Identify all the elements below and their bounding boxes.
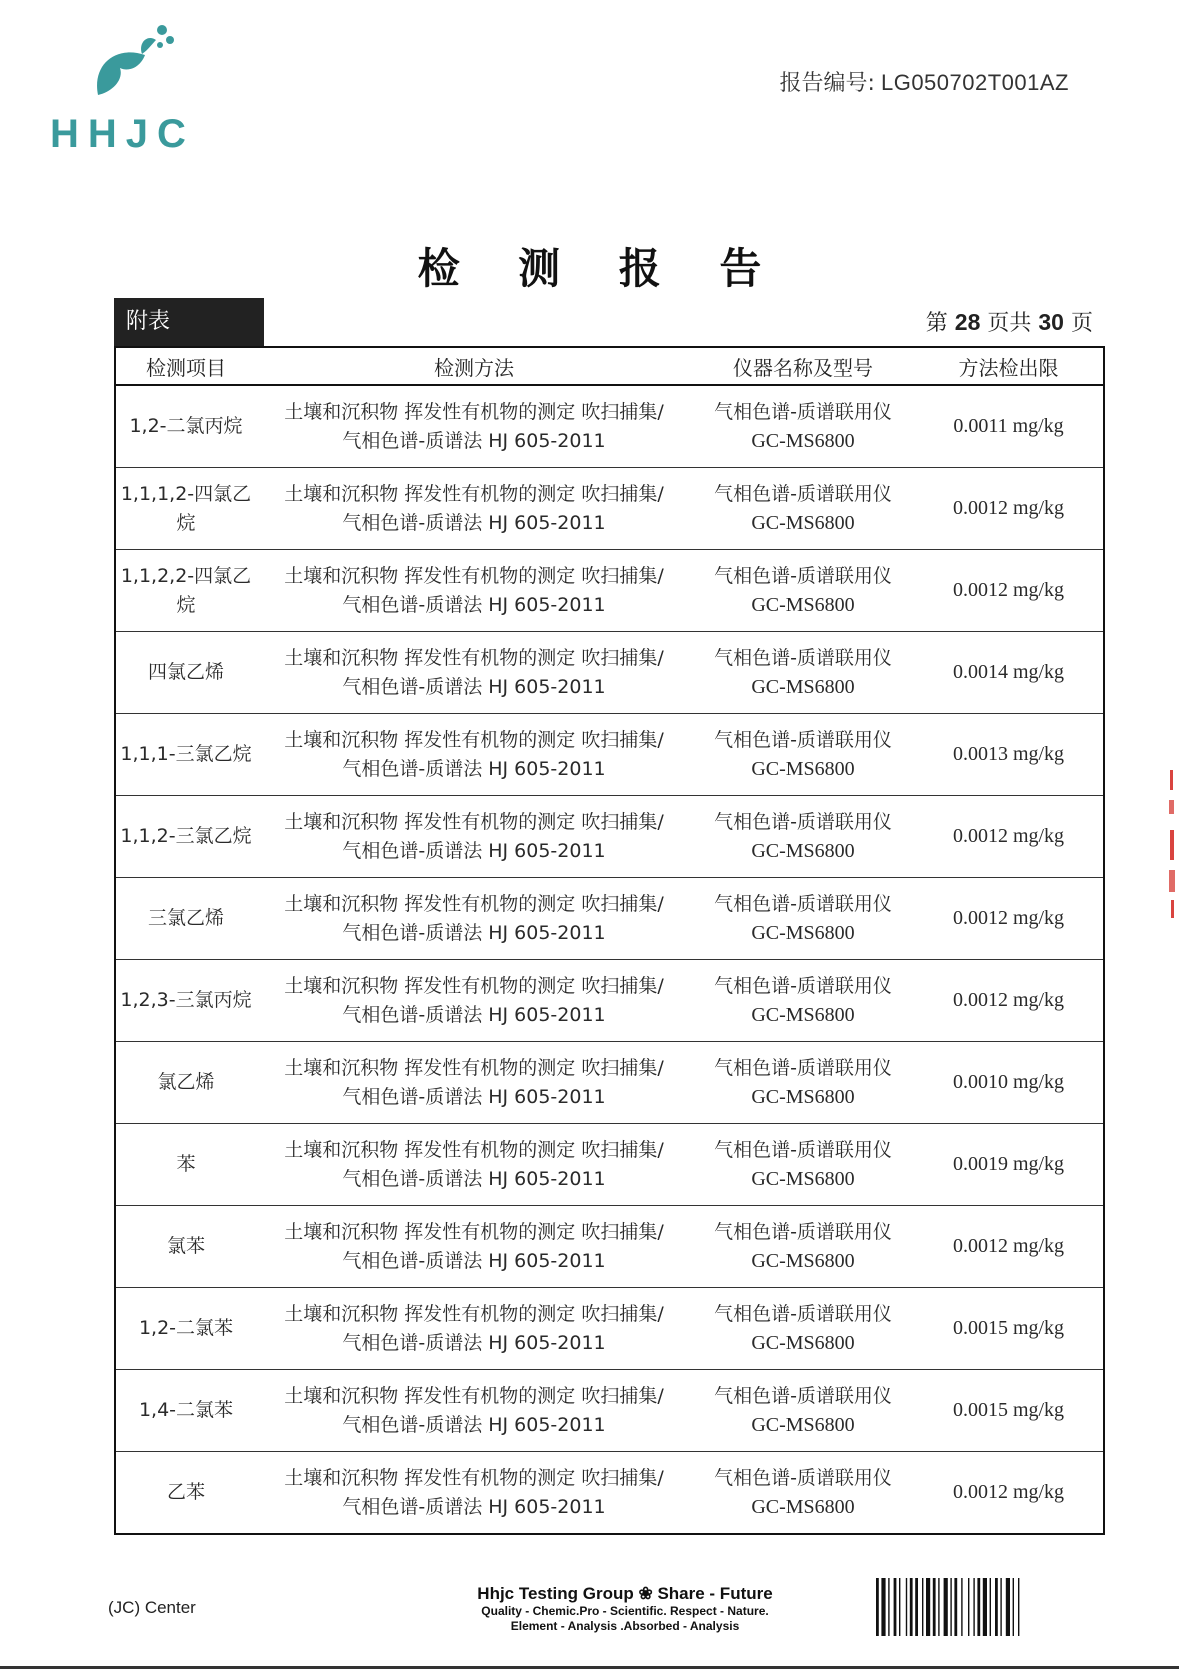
instrument-line-2: GC-MS6800	[751, 1003, 855, 1026]
method-line-1: 土壤和沉积物 挥发性有机物的测定 吹扫捕集/	[284, 1384, 664, 1407]
table-row	[116, 1042, 1103, 1124]
instrument-line-1: 气相色谱-质谱联用仪	[714, 974, 892, 997]
cell-method	[256, 796, 692, 878]
table-row	[116, 1452, 1103, 1534]
table-row	[116, 1370, 1103, 1452]
cell-instrument	[692, 1288, 914, 1370]
instrument-line-2: GC-MS6800	[751, 1249, 855, 1272]
method-line-2: 气相色谱-质谱法 HJ 605-2011	[342, 1249, 606, 1272]
method-line-2: 气相色谱-质谱法 HJ 605-2011	[342, 757, 606, 780]
cell-instrument	[692, 796, 914, 878]
cell-method	[256, 1370, 692, 1452]
instrument-line-1: 气相色谱-质谱联用仪	[714, 1220, 892, 1243]
cell-instrument	[692, 1452, 914, 1534]
instrument-line-2: GC-MS6800	[751, 675, 855, 698]
cell-limit: 0.0014 mg/kg	[914, 632, 1103, 714]
header-method: 检测方法	[256, 348, 692, 385]
cell-instrument	[692, 714, 914, 796]
cell-limit: 0.0010 mg/kg	[914, 1042, 1103, 1124]
instrument-line-2: GC-MS6800	[751, 1085, 855, 1108]
method-line-2: 气相色谱-质谱法 HJ 605-2011	[342, 1495, 606, 1518]
instrument-line-1: 气相色谱-质谱联用仪	[714, 892, 892, 915]
method-line-1: 土壤和沉积物 挥发性有机物的测定 吹扫捕集/	[284, 1466, 664, 1489]
cell-item: 1,1,1,2-四氯乙烷	[116, 468, 256, 550]
method-line-1: 土壤和沉积物 挥发性有机物的测定 吹扫捕集/	[284, 646, 664, 669]
cell-item: 1,1,1-三氯乙烷	[116, 714, 256, 796]
instrument-line-2: GC-MS6800	[751, 757, 855, 780]
table-row	[116, 468, 1103, 550]
instrument-line-1: 气相色谱-质谱联用仪	[714, 810, 892, 833]
method-line-2: 气相色谱-质谱法 HJ 605-2011	[342, 1331, 606, 1354]
cell-limit: 0.0012 mg/kg	[914, 960, 1103, 1042]
cell-limit: 0.0015 mg/kg	[914, 1288, 1103, 1370]
cell-limit: 0.0012 mg/kg	[914, 796, 1103, 878]
logo-mark-icon	[90, 20, 180, 110]
cell-method	[256, 878, 692, 960]
method-line-2: 气相色谱-质谱法 HJ 605-2011	[342, 511, 606, 534]
cell-item: 四氯乙烯	[116, 632, 256, 714]
cell-method	[256, 1452, 692, 1534]
page-suffix: 页	[1070, 311, 1093, 336]
cell-method	[256, 714, 692, 796]
instrument-line-1: 气相色谱-质谱联用仪	[714, 564, 892, 587]
instrument-line-1: 气相色谱-质谱联用仪	[714, 1466, 892, 1489]
method-line-2: 气相色谱-质谱法 HJ 605-2011	[342, 921, 606, 944]
cell-method	[256, 1288, 692, 1370]
cell-limit: 0.0012 mg/kg	[952, 1481, 1065, 1503]
cell-limit: 0.0012 mg/kg	[914, 550, 1103, 632]
table-row	[116, 714, 1103, 796]
cell-item: 1,2-二氯苯	[116, 1288, 256, 1370]
table-row	[116, 632, 1103, 714]
footer-center-label: (JC) Center	[108, 1598, 196, 1617]
cell-limit: 0.0012 mg/kg	[914, 1206, 1103, 1288]
cell-item: 乙苯	[166, 1481, 205, 1503]
cell-limit: 0.0011 mg/kg	[914, 385, 1103, 468]
cell-instrument	[692, 385, 914, 468]
method-line-2: 气相色谱-质谱法 HJ 605-2011	[342, 675, 606, 698]
cell-item: 氯乙烯	[116, 1042, 256, 1124]
method-line-2: 气相色谱-质谱法 HJ 605-2011	[342, 1167, 606, 1190]
table-row	[116, 1206, 1103, 1288]
cell-limit: 0.0012 mg/kg	[914, 468, 1103, 550]
method-line-1: 土壤和沉积物 挥发性有机物的测定 吹扫捕集/	[284, 400, 664, 423]
table-row	[116, 385, 1103, 468]
page-indicator	[926, 306, 1093, 337]
page-current: 28	[954, 309, 981, 335]
instrument-line-2: GC-MS6800	[751, 921, 855, 944]
cell-limit: 0.0015 mg/kg	[914, 1370, 1103, 1452]
appendix-label: 附表	[114, 298, 264, 346]
instrument-line-1: 气相色谱-质谱联用仪	[714, 400, 892, 423]
method-line-2: 气相色谱-质谱法 HJ 605-2011	[342, 593, 606, 616]
method-line-1: 土壤和沉积物 挥发性有机物的测定 吹扫捕集/	[284, 728, 664, 751]
instrument-line-1: 气相色谱-质谱联用仪	[714, 1056, 892, 1079]
instrument-line-1: 气相色谱-质谱联用仪	[714, 1302, 892, 1325]
cell-instrument	[692, 468, 914, 550]
page-title: 检 测 报 告	[417, 244, 784, 293]
instrument-line-1: 气相色谱-质谱联用仪	[714, 646, 892, 669]
cell-item: 氯苯	[116, 1206, 256, 1288]
page-middle: 页共	[987, 311, 1032, 336]
method-line-2: 气相色谱-质谱法 HJ 605-2011	[342, 1003, 606, 1026]
instrument-line-2: GC-MS6800	[751, 429, 855, 452]
instrument-line-1: 气相色谱-质谱联用仪	[714, 1384, 892, 1407]
header-instrument: 仪器名称及型号	[692, 348, 914, 385]
footer-brand-block	[430, 1584, 820, 1634]
instrument-line-2: GC-MS6800	[751, 593, 855, 616]
cell-limit: 0.0013 mg/kg	[914, 714, 1103, 796]
report-number-value: LG050702T001AZ	[880, 70, 1069, 95]
report-number	[780, 66, 1069, 97]
instrument-line-1: 气相色谱-质谱联用仪	[714, 1138, 892, 1161]
cell-limit: 0.0012 mg/kg	[914, 878, 1103, 960]
cell-instrument	[692, 1124, 914, 1206]
table-row	[116, 960, 1103, 1042]
method-line-2: 气相色谱-质谱法 HJ 605-2011	[342, 839, 606, 862]
report-number-label: 报告编号:	[779, 71, 875, 96]
footer-brand: Hhjc Testing Group ❀ Share - Future	[477, 1584, 773, 1603]
instrument-line-2: GC-MS6800	[751, 1167, 855, 1190]
instrument-line-1: 气相色谱-质谱联用仪	[714, 728, 892, 751]
logo-text: HHJC	[50, 112, 195, 156]
page-total: 30	[1038, 309, 1064, 335]
method-line-2: 气相色谱-质谱法 HJ 605-2011	[342, 1085, 606, 1108]
bottom-divider	[0, 1666, 1179, 1669]
method-line-1: 土壤和沉积物 挥发性有机物的测定 吹扫捕集/	[284, 1138, 664, 1161]
cell-item: 1,2,3-三氯丙烷	[116, 960, 256, 1042]
header-limit: 方法检出限	[914, 348, 1103, 385]
instrument-line-2: GC-MS6800	[751, 1413, 855, 1436]
company-logo	[50, 20, 200, 160]
cell-instrument	[692, 1370, 914, 1452]
method-line-1: 土壤和沉积物 挥发性有机物的测定 吹扫捕集/	[284, 892, 664, 915]
cell-instrument	[692, 632, 914, 714]
cell-instrument	[692, 1206, 914, 1288]
method-line-1: 土壤和沉积物 挥发性有机物的测定 吹扫捕集/	[284, 974, 664, 997]
cell-item: 1,4-二氯苯	[116, 1370, 256, 1452]
table-body	[116, 385, 1103, 1533]
method-line-1: 土壤和沉积物 挥发性有机物的测定 吹扫捕集/	[284, 564, 664, 587]
method-line-1: 土壤和沉积物 挥发性有机物的测定 吹扫捕集/	[284, 1056, 664, 1079]
table-row	[116, 878, 1103, 960]
page-prefix: 第	[925, 311, 948, 336]
table-row	[116, 796, 1103, 878]
cell-method	[256, 1042, 692, 1124]
method-line-1: 土壤和沉积物 挥发性有机物的测定 吹扫捕集/	[284, 1220, 664, 1243]
method-line-1: 土壤和沉积物 挥发性有机物的测定 吹扫捕集/	[284, 810, 664, 833]
table-row	[116, 1288, 1103, 1370]
footer-tagline-2: Element - Analysis .Absorbed - Analysis	[510, 1619, 740, 1633]
table-header-row	[116, 348, 1103, 385]
cell-method	[256, 550, 692, 632]
table-row	[116, 1124, 1103, 1206]
cell-item: 1,1,2,2-四氯乙烷	[116, 550, 256, 632]
stamp-edge-mark	[1168, 770, 1176, 920]
cell-limit: 0.0019 mg/kg	[914, 1124, 1103, 1206]
cell-item: 苯	[116, 1124, 256, 1206]
cell-method	[256, 632, 692, 714]
cell-method	[256, 1124, 692, 1206]
cell-item: 1,1,2-三氯乙烷	[116, 796, 256, 878]
cell-method	[256, 468, 692, 550]
instrument-line-2: GC-MS6800	[751, 1331, 855, 1354]
footer-tagline-1: Quality - Chemic.Pro - Scientific. Respect - Nature.	[481, 1604, 769, 1618]
method-line-1: 土壤和沉积物 挥发性有机物的测定 吹扫捕集/	[284, 1302, 664, 1325]
cell-instrument	[692, 960, 914, 1042]
table-row	[116, 550, 1103, 632]
method-line-2: 气相色谱-质谱法 HJ 605-2011	[342, 1413, 606, 1436]
results-table	[114, 346, 1105, 1535]
instrument-line-2: GC-MS6800	[751, 839, 855, 862]
cell-instrument	[692, 878, 914, 960]
cell-method	[256, 385, 692, 468]
instrument-line-2: GC-MS6800	[751, 511, 855, 534]
method-line-2: 气相色谱-质谱法 HJ 605-2011	[342, 429, 606, 452]
cell-item: 三氯乙烯	[116, 878, 256, 960]
method-line-1: 土壤和沉积物 挥发性有机物的测定 吹扫捕集/	[284, 482, 664, 505]
instrument-line-2: GC-MS6800	[751, 1495, 855, 1518]
cell-method	[256, 960, 692, 1042]
cell-method	[256, 1206, 692, 1288]
instrument-line-1: 气相色谱-质谱联用仪	[714, 482, 892, 505]
barcode-icon	[874, 1578, 1060, 1636]
header-item: 检测项目	[116, 348, 256, 385]
cell-instrument	[692, 550, 914, 632]
cell-item: 1,2-二氯丙烷	[116, 385, 256, 468]
cell-instrument	[692, 1042, 914, 1124]
